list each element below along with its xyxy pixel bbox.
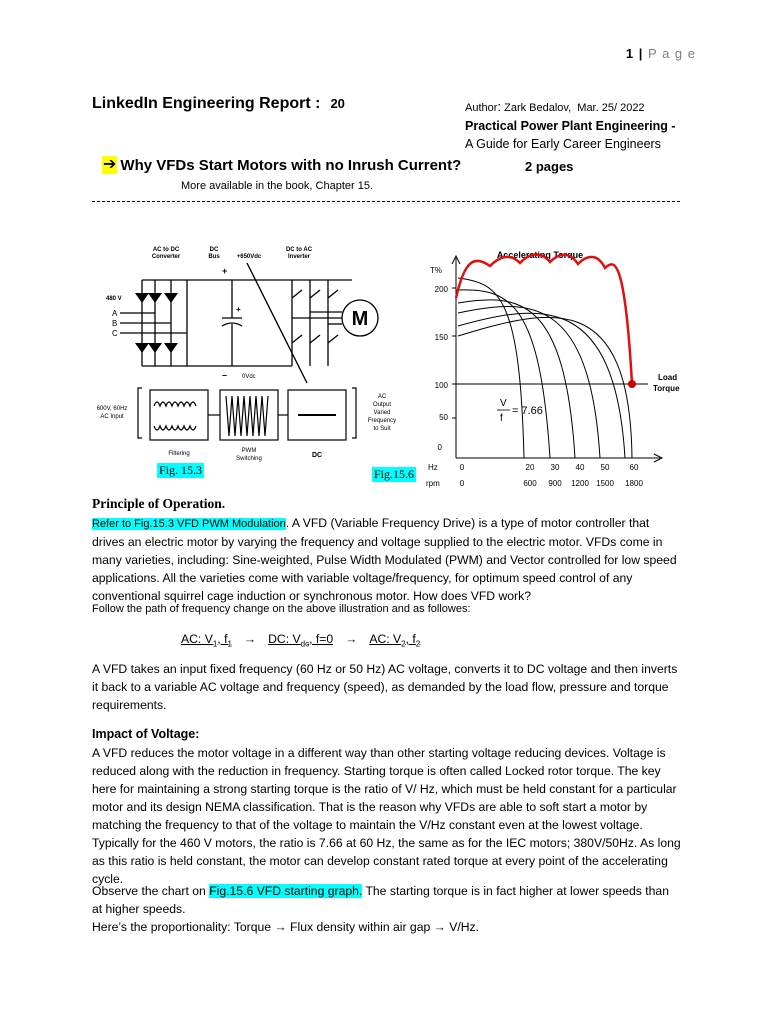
report-title: LinkedIn Engineering Report : 20 [92,95,345,112]
y-tick-150: 150 [434,333,448,342]
y-tick-100: 100 [434,381,448,390]
dashed-divider [92,201,680,202]
fig-reference-highlight: Refer to Fig.15.3 VFD PWM Modulation [92,518,286,530]
hz-ticks [460,463,639,472]
rpm-tick-label: 1500 [596,479,614,488]
author-line: Author: Zark Bedalov, Mar. 25/ 2022 [465,99,645,114]
output-label-3: Varied [373,410,391,416]
y-tick-0: 0 [437,443,442,452]
pwm-label-2: Switching [236,456,262,462]
fig-reference-highlight-2: Fig.15.6 VFD starting graph. [209,884,363,898]
output-label-5: to Suit [373,426,391,432]
y-axis-label: T% [430,266,442,275]
plus-sign-2: + [236,305,241,314]
impact-paragraph: A VFD reduces the motor voltage in a different way than other starting voltage reducing devices. Voltage is reduced along with the reduction in frequency. Starting torque is often called Locked rotor torque. The key here for maintaining a strong starting torque is the ratio of V/ Hz, which must be held constant for a particular motor and its design NEMA classification. That is the reason why VFDs are able to soft start a motor by matching the frequency to that of the voltage to maintain the V/Hz constant even at the lowest voltage. Typically for the 460 V motors, the ratio is 7.66 at 60 Hz, the same as for the IEC motors; 380V/50Hz. As long as this ratio is held constant, the motor can develop constant rated torque at every point of the accelerating cycle. [92,746,681,886]
output-label-4: Frequency [367,418,397,424]
dcbus-label-2: Bus [208,254,220,260]
chart-title: Accelerating Torque [496,250,584,260]
output-label-1: AC [377,394,387,400]
principle-heading: Principle of Operation. [92,496,226,511]
ratio-f: f [500,413,503,424]
conv-label-2: Converter [151,254,181,260]
proportionality-line: Here’s the proportionality: Torque → Flux density within air gap → V/Hz. [92,920,480,934]
input-label: 600V, 60Hz [96,406,128,412]
ratio-value: = 7.66 [512,405,543,417]
inv-label: DC to AC [285,247,313,253]
vfd-description-paragraph: A VFD takes an input fixed frequency (60 Hz or 50 Hz) AC voltage, converts it to DC voltage and then inverts it back to a variable AC voltage and frequency (speed), as demanded by the load flow, pressure and torque requirements. [92,662,678,712]
book-title: Practical Power Plant Engineering - [465,119,676,133]
rpm-ticks [460,479,644,488]
torque-chart-figure [420,238,690,493]
book-subtitle: A Guide for Early Career Engineers [465,137,661,151]
page-number: 1 | P a g e [625,46,696,61]
hz-tick-label: 40 [575,463,585,472]
y-tick-50: 50 [439,413,448,422]
dc-label: DC [311,452,323,459]
hz-axis-label: Hz [428,463,438,472]
rpm-tick-label: 0 [459,479,465,488]
vfd-schematic-figure [92,238,408,468]
filtering-label: Filtering [168,451,190,457]
fig-15-6-label: Fig.15.6 [374,467,415,481]
fig-15-3-label: Fig. 15.3 [159,463,203,477]
principle-paragraph: Refer to Fig.15.3 VFD PWM Modulation. A VFD (Variable Frequency Drive) is a type of motor controller that drives an electric motor by varying the frequency and voltage supplied to the electric motor. VFDs come in many varieties, including: Sine-weighted, Pulse Width Modulated (PWM) and Vector controlled for low speed applications. All the varieties come with variable voltage/frequency, for optimum speed control of any conventional squirrel cage induction or synchronous motor. How does VFD work? [92,516,677,603]
rpm-tick-label: 900 [548,479,562,488]
load-label: Load [658,373,678,382]
page-count: 2 pages [525,159,574,174]
rpm-tick-label: 600 [523,479,537,488]
v480-label: 480 V [106,296,122,302]
v650-label: +650Vdc [236,254,262,260]
phase-b: B [112,319,118,328]
hz-tick-label: 0 [459,463,465,472]
arrow-icon: ➔ [103,156,117,173]
y-tick-200: 200 [434,285,448,294]
ratio-v: V [500,398,507,409]
plus-sign-1: + [222,266,228,276]
rpm-tick-label: 1200 [571,479,589,488]
hz-tick-label: 50 [600,463,610,472]
output-label-2: Output [372,402,392,408]
hz-tick-label: 20 [525,463,535,472]
inv-label-2: Inverter [287,254,311,260]
impact-heading: Impact of Voltage: [92,727,200,741]
rpm-tick-label: 1800 [625,479,643,488]
conv-label: AC to DC [152,247,180,253]
pwm-label: PWM [241,448,257,454]
arrow-icon: → [345,632,358,646]
dcbus-label: DC [209,247,219,253]
conversion-equation: AC: $V_1$, $f_1$ → DC: $V_{dc}$, f=0 → AC: $V_2$, $f_2$ [181,632,421,649]
rpm-axis-label: rpm [426,479,440,488]
minus-sign: – [222,370,228,380]
phase-c: C [112,329,118,338]
zero-vdc-label: 0Vdc [242,374,256,380]
load-point-marker [628,380,636,388]
phase-a: A [112,309,118,318]
hz-tick-label: 30 [550,463,560,472]
arrow-icon: → [243,632,257,646]
hz-tick-label: 60 [629,463,639,472]
question-heading: ➔ Why VFDs Start Motors with no Inrush Current? [103,156,462,174]
follow-note: Follow the path of frequency change on the above illustration and as followes: [92,603,471,615]
motor-symbol: M [351,308,369,330]
load-label-2: Torque [653,384,680,393]
more-note: More available in the book, Chapter 15. [181,180,374,192]
observe-paragraph: Observe the chart on Fig.15.6 VFD starting graph. The starting torque is in fact higher at lower speeds than at higher speeds. [92,884,669,916]
input-label-2: AC Input [100,414,124,420]
